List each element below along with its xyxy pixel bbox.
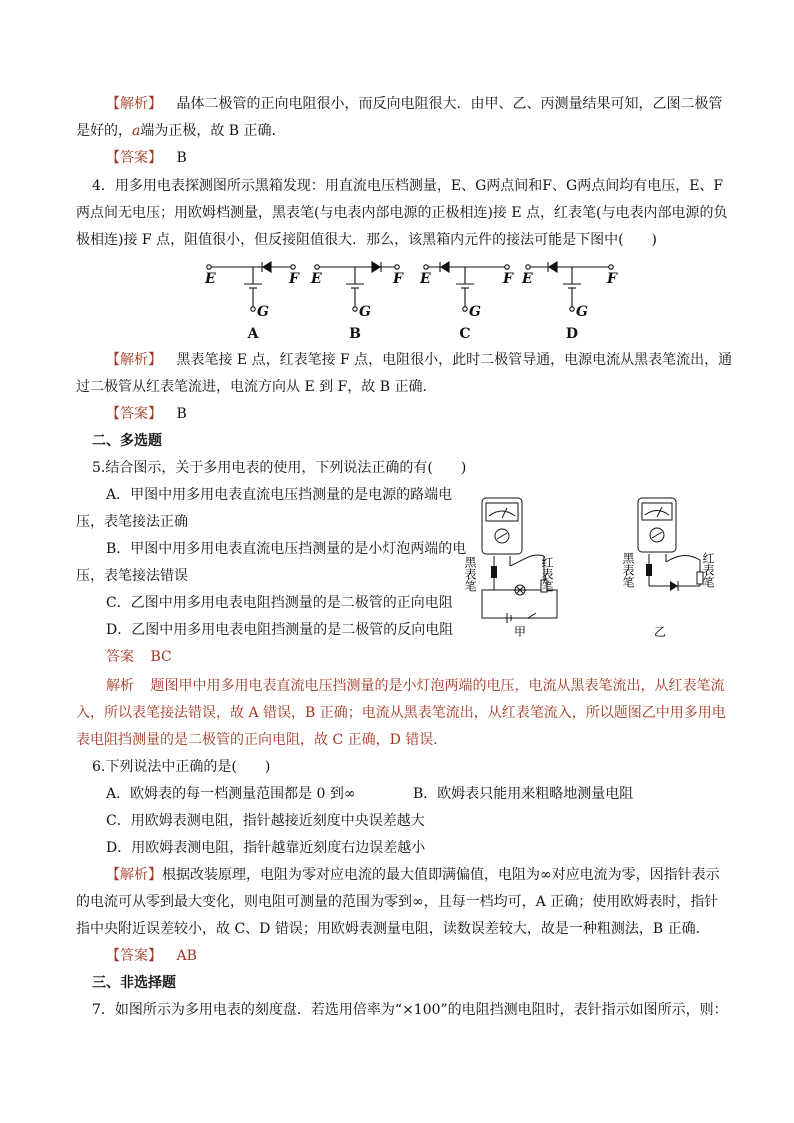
q6-analysis-text-1: 根据改装原理，电阻为零对应电流的最大值即满偏值，电阻为∞对应电流为零，因指针表示 (162, 867, 720, 883)
q5-answer-line (106, 647, 172, 667)
q4-letter-b: B (349, 326, 361, 342)
q4-a-label-g: G (257, 304, 269, 320)
q3-analysis-line-2 (76, 121, 286, 141)
q4-analysis-text-2: 过二极管从红表笔流进，电流方向从 E 到 F，故 B 正确． (76, 379, 437, 395)
analysis-tag: 【解析】 (106, 352, 162, 368)
analysis-tag: 【解析】 (106, 867, 162, 883)
q4-stem-text-3: 极相连)接 F 点，阻值很小，但反接阻值很大．那么，该黑箱内元件的接法可能是下图中( ) (76, 232, 657, 248)
q4-b-label-g: G (359, 304, 371, 320)
answer-plain-tag: 答案 (106, 649, 134, 665)
q6-option-b: B．欧姆表只能用来粗略地测量电阻 (413, 786, 634, 802)
q5-stem: 5.结合图示，关于多用电表的使用，下列说法正确的有( ) (92, 460, 467, 476)
q4-letter-a: A (247, 326, 259, 342)
q6-analysis-line-3: 指中央附近误差较小，故 C、D 错误；用欧姆表测量电阻，读数误差较大，故是一种粗测法，B 正确． (76, 921, 710, 937)
q4-answer-line (106, 404, 187, 424)
q4-b-label-f: F (393, 271, 403, 287)
q4-stem-text-2: 两点间无电压；用欧姆档测量，黑表笔(与电表内部电源的正极相连)接 E 点，红表笔(与电表内部电源的负 (76, 205, 728, 221)
q4-stem-line-1 (92, 176, 723, 196)
q5-yi-black-pen-label: 黑表笔 (621, 552, 635, 588)
q4-analysis-line-2 (76, 377, 436, 397)
section-2-title: 二、多选题 (92, 433, 162, 449)
q5-option-a-line-1: A．甲图中用多用电表直流电压挡测量的是电源的路端电 (106, 487, 453, 503)
analysis-plain-tag: 解析 (106, 678, 134, 694)
q5-yi-red-pen-label: 红表笔 (701, 552, 715, 588)
q4-stem-line-3 (76, 230, 657, 250)
q5-analysis-line-2: 入，所以表笔接法错误，故 A 错误，B 正确；电流从黑表笔流出，从红表笔流入，所以题图乙中用多用电 (76, 705, 726, 721)
q6-option-d: D．用欧姆表测电阻，指针越靠近刻度右边误差越小 (106, 840, 426, 856)
q6-option-c: C．用欧姆表测电阻，指针越接近刻度中央误差越大 (106, 813, 425, 829)
q3-analysis-text-2a: 是好的， (76, 123, 132, 139)
q5-jia-black-probe (491, 566, 497, 578)
q4-circuit-options-figure (195, 256, 625, 344)
q4-option-c-circuit (424, 262, 509, 311)
q3-analysis-text-1: 晶体二极管的正向电阻很小，而反向电阻很大．由甲、乙、丙测量结果可知，乙图二极管 (176, 96, 723, 112)
q6-answer: AB (176, 948, 197, 964)
analysis-tag: 【解析】 (106, 96, 162, 112)
q5-yi-diode-icon (670, 581, 678, 591)
q4-c-label-e: E (420, 271, 431, 287)
q4-answer: B (176, 406, 187, 422)
q3-analysis-var: a (132, 123, 141, 139)
q6-option-a: A．欧姆表的每一档测量范围都是 0 到∞ (106, 786, 356, 802)
q5-option-b-line-2: 压，表笔接法错误 (76, 568, 188, 584)
q4-d-label-e: E (522, 271, 533, 287)
q5-option-a-line-2: 压，表笔接法正确 (76, 514, 188, 530)
q4-option-a-circuit (207, 262, 295, 311)
q4-a-label-e: E (205, 271, 216, 287)
q5-yi-caption: 乙 (654, 625, 667, 639)
q5-analysis-text-1: 题图甲中用多用电表直流电压挡测量的是小灯泡两端的电压，电流从黑表笔流出，从红表笔流 (150, 678, 725, 694)
q4-letter-c: C (459, 326, 471, 342)
q4-stem-line-2 (76, 203, 728, 223)
answer-tag: 【答案】 (106, 948, 162, 964)
q4-d-label-g: G (576, 304, 588, 320)
q4-c-label-g: G (469, 304, 481, 320)
q5-yi-black-probe (646, 564, 652, 576)
q3-answer-line (106, 148, 187, 168)
answer-tag: 【答案】 (106, 150, 162, 166)
q4-analysis-text-1: 黑表笔接 E 点，红表笔接 F 点，电阻很小，此时二极管导通，电源电流从黑表笔流出，通 (176, 352, 733, 368)
q5-jia-black-pen-label: 黑表笔 (463, 556, 477, 592)
q3-analysis-text-2b: 端为正极，故 B 正确． (140, 123, 286, 139)
q6-analysis-line-1 (106, 865, 720, 885)
q5-option-b-line-1: B．甲图中用多用电表直流电压挡测量的是小灯泡两端的电 (106, 541, 467, 557)
q4-letter-d: D (565, 326, 579, 342)
q5-jia-red-pen-label: 红表笔 (540, 556, 554, 592)
q5-figure-jia (462, 494, 582, 644)
answer-tag: 【答案】 (106, 406, 162, 422)
q4-option-b-circuit (315, 262, 399, 311)
q7-stem: 7．如图所示为多用电表的刻度盘．若选用倍率为“×100”的电阻挡测电阻时，表针指示如图所示，则： (92, 1002, 728, 1018)
q4-stem-text-1: 4．用多用电表探测图所示黑箱发现：用直流电压档测量，E、G两点间和F、G两点间均有电压，E、F (92, 178, 724, 194)
q4-c-label-f: F (503, 271, 513, 287)
q5-option-d: D．乙图中用多用电表电阻挡测量的是二极管的反向电阻 (106, 622, 454, 638)
q5-figure-yi (616, 494, 726, 644)
q6-analysis-line-2: 的电流可从零到最大变化，则电阻可测量的范围为零到∞，且每一档均可，A 正确；使用欧姆表时，指针 (76, 894, 719, 910)
q4-b-label-e: E (311, 271, 322, 287)
section-3-title: 三、非选择题 (92, 975, 176, 991)
q5-analysis-line-1 (106, 676, 724, 696)
q4-analysis-line-1 (106, 350, 732, 370)
q4-option-d-circuit (526, 262, 613, 311)
q3-answer: B (176, 150, 187, 166)
q6-stem: 6.下列说法中正确的是( ) (92, 759, 271, 775)
q4-d-label-f: F (607, 271, 617, 287)
q4-a-label-f: F (289, 271, 299, 287)
q6-answer-line (106, 946, 197, 966)
q5-jia-caption: 甲 (514, 625, 527, 639)
q5-option-c: C．乙图中用多用电表电阻挡测量的是二极管的正向电阻 (106, 595, 453, 611)
q5-answer: BC (150, 649, 172, 665)
q5-analysis-line-3: 表电阻挡测量的是二极管的正向电阻，故 C 正确，D 错误． (76, 732, 448, 748)
q3-analysis-line-1 (106, 94, 722, 114)
